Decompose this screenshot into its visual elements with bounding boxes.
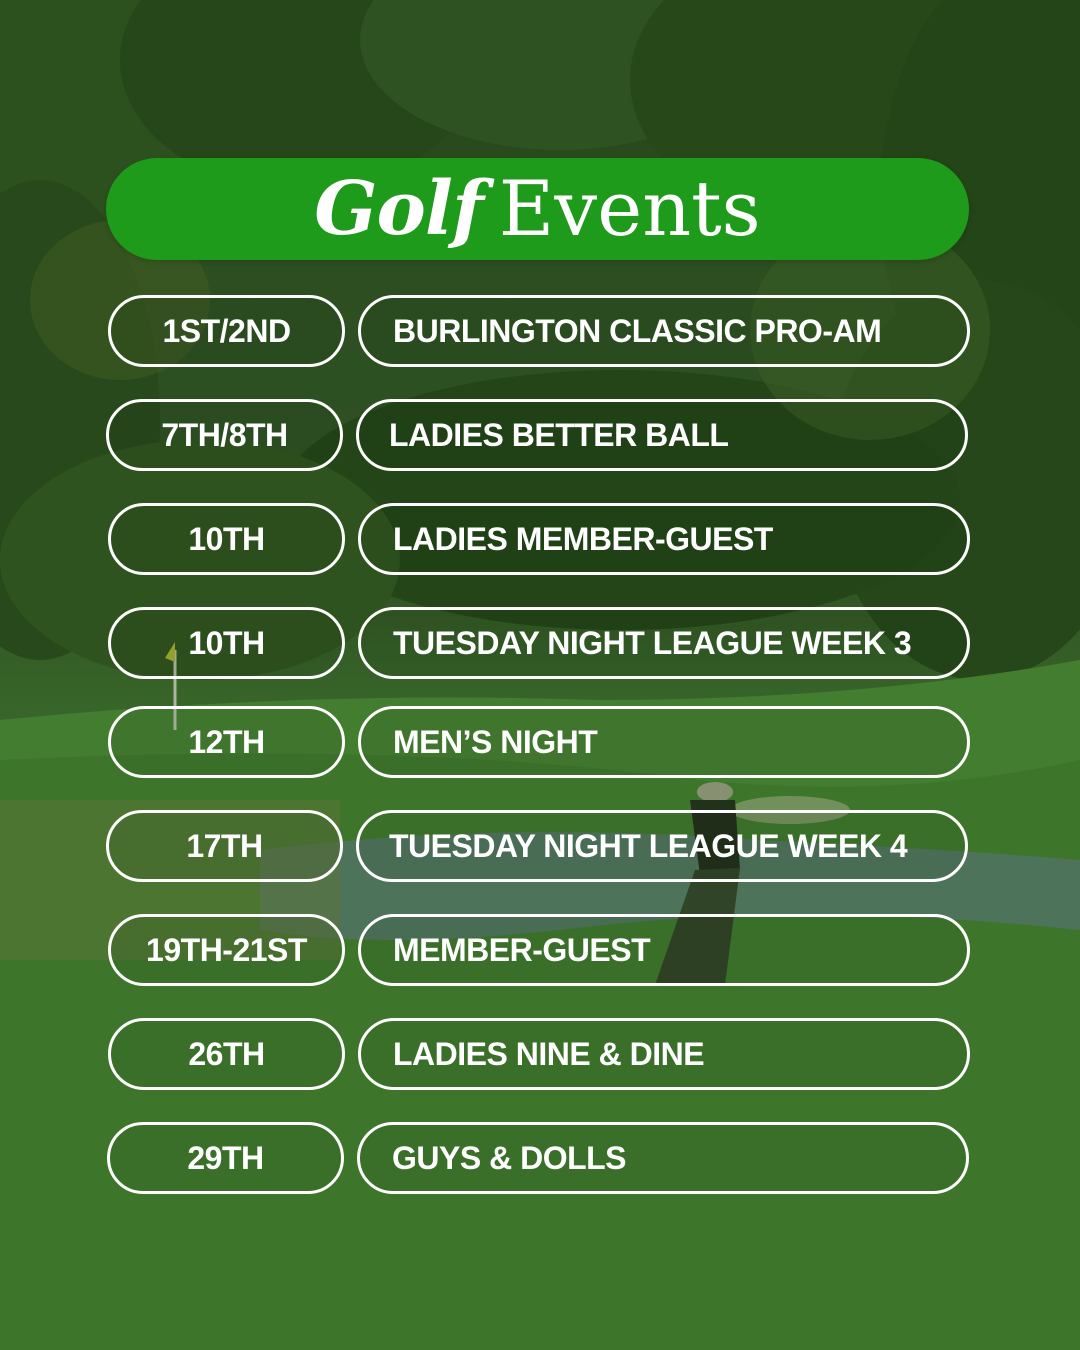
- event-name-1: BURLINGTON CLASSIC PRO-AM: [358, 295, 970, 367]
- event-date-6: 17TH: [106, 810, 343, 882]
- event-date-2: 7TH/8TH: [106, 399, 343, 471]
- event-name-2: LADIES BETTER BALL: [356, 399, 968, 471]
- event-name-5: MEN’S NIGHT: [358, 706, 970, 778]
- title-golf: Golf: [314, 166, 483, 252]
- event-date-9: 29TH: [107, 1122, 344, 1194]
- title-events: Events: [498, 164, 761, 253]
- event-date-3: 10TH: [108, 503, 345, 575]
- title-banner: [106, 158, 969, 260]
- event-name-3: LADIES MEMBER-GUEST: [358, 503, 970, 575]
- event-date-1: 1ST/2ND: [108, 295, 345, 367]
- event-name-6: TUESDAY NIGHT LEAGUE WEEK 4: [356, 810, 968, 882]
- event-name-7: MEMBER-GUEST: [358, 914, 970, 986]
- event-date-8: 26TH: [108, 1018, 345, 1090]
- event-name-4: TUESDAY NIGHT LEAGUE WEEK 3: [358, 607, 970, 679]
- event-date-7: 19TH-21ST: [108, 914, 345, 986]
- event-name-9: GUYS & DOLLS: [357, 1122, 969, 1194]
- event-date-5: 12TH: [108, 706, 345, 778]
- event-name-8: LADIES NINE & DINE: [358, 1018, 970, 1090]
- event-date-4: 10TH: [108, 607, 345, 679]
